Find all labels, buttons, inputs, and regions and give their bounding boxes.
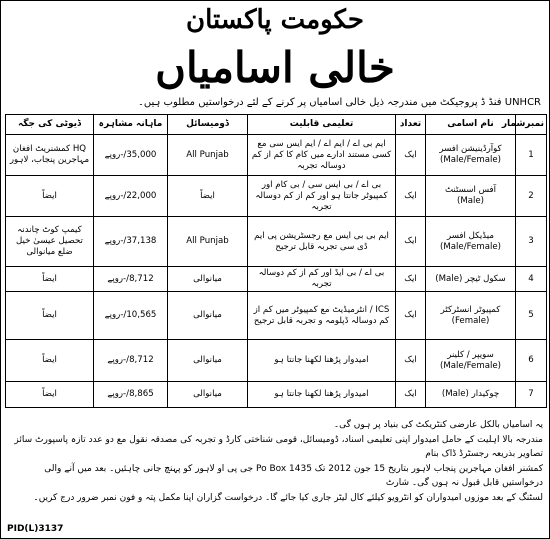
table-row (6, 267, 547, 292)
cell-place: ایضاً (6, 382, 94, 408)
cell-qualification: ایم بی اے / ایم اے / ایم ایس سی مع کسی مستند ادارے میں کام کا کم از کم دوسالہ تجربہ (248, 135, 396, 176)
table-header-row (6, 115, 547, 135)
cell-number: 5 (516, 292, 547, 340)
cell-number: 4 (516, 267, 547, 292)
header-number: نمبرشمار (516, 115, 547, 135)
cell-salary: 8,712/-روپے (94, 267, 168, 292)
cell-salary: 22,000/-روپے (94, 176, 168, 217)
cell-qualification: بی اے / بی ایس سی / بی کام اور کمپیوٹر جانتا ہو اور کم از کم دوسالہ تجربہ (248, 176, 396, 217)
table-row (6, 217, 547, 267)
header-title: نام اسامی (426, 115, 516, 135)
note-line: کمشنر افغان مہاجرین پنجاب لاہور بتاریخ 15 جون 2012 تک Po Box 1435 جی پی او لاہور کو پہنچ جانی چاہئیں۔ بعد میں آنے والی درخواستیں قابل قبول نہ ہوں گی۔ شارٹ (44, 463, 543, 488)
cell-salary: 8,712/-روپے (94, 340, 168, 382)
cell-qualification: ایم بی بی ایس مع رجسٹریشن پی ایم ڈی سی تجربہ قابل ترجیح (248, 217, 396, 267)
cell-domicile: میانوالی (168, 292, 248, 340)
cell-place: کیمپ کوٹ چاندنہ تحصیل عیسیٰ خیل ضلع میانوالی (6, 217, 94, 267)
cell-count: ایک (396, 135, 426, 176)
cell-qualification: ICS / انٹرمیڈیٹ مع کمپیوٹر میں کم از کم دوسالہ ڈپلومہ و تجربہ قابل ترجیح (248, 292, 396, 340)
instructions-text (7, 418, 543, 505)
header-count: تعداد (396, 115, 426, 135)
table-row (6, 382, 547, 408)
pid-code: PID(L)3137 (7, 524, 64, 534)
cell-salary: 37,138/-روپے (94, 217, 168, 267)
cell-qualification: بی اے / بی ایڈ اور کم از کم دوسالہ تجربہ (248, 267, 396, 292)
table-row (6, 340, 547, 382)
cell-domicile: All Punjab (168, 135, 248, 176)
cell-title: میڈیکل افسر (Male/Female) (426, 217, 516, 267)
cell-domicile: میانوالی (168, 340, 248, 382)
government-heading: حکومت پاکستان (186, 5, 364, 35)
cell-number: 1 (516, 135, 547, 176)
cell-salary: 8,865/-روپے (94, 382, 168, 408)
header-qualification: تعلیمی قابلیت (248, 115, 396, 135)
header-place: ڈیوٹی کی جگہ (6, 115, 94, 135)
cell-qualification: امیدوار پڑھنا لکھنا جانتا ہو (248, 340, 396, 382)
cell-domicile: میانوالی (168, 267, 248, 292)
cell-domicile: میانوالی (168, 382, 248, 408)
cell-salary: 35,000/-روپے (94, 135, 168, 176)
cell-count: ایک (396, 340, 426, 382)
intro-text: UNHCR فنڈ ڈ پروجیکٹ میں مندرجہ ذیل خالی اسامیاں پر کرنے کے لئے درخواستیں مطلوب ہیں۔ (138, 97, 541, 108)
cell-place: ایضاً (6, 267, 94, 292)
cell-number: 6 (516, 340, 547, 382)
cell-title: آفس اسسٹنٹ (Male) (426, 176, 516, 217)
cell-number: 3 (516, 217, 547, 267)
table-row (6, 176, 547, 217)
cell-place: ایضاً (6, 292, 94, 340)
cell-qualification: امیدوار پڑھنا لکھنا جانتا ہو (248, 382, 396, 408)
cell-number: 2 (516, 176, 547, 217)
page-title: خالی اسامیاں (155, 43, 395, 92)
cell-salary: 10,565/-روپے (94, 292, 168, 340)
cell-title: کمپیوٹر انسٹرکٹر (Female) (426, 292, 516, 340)
cell-number: 7 (516, 382, 547, 408)
note-line: مندرجہ بالا اہلیت کے حامل امیدوار اپنی تعلیمی اسناد، ڈومیسائل، قومی شناختی کارڈ و تجربہ کی مصدقہ نقول مع دو عدد تازہ پاسپورٹ سائز تصاویر بذریعہ رجسٹرڈ ڈاک بنام (14, 434, 543, 459)
cell-count: ایک (396, 292, 426, 340)
cell-domicile: All Punjab (168, 217, 248, 267)
header-domicile: ڈومیسائل (168, 115, 248, 135)
cell-title: چوکیدار (Male) (426, 382, 516, 408)
vacancy-table (5, 114, 547, 408)
header-salary: ماہانہ مشاہرہ (94, 115, 168, 135)
cell-count: ایک (396, 217, 426, 267)
cell-place: ایضاً (6, 176, 94, 217)
cell-place: HQ کمشنریٹ افغان مہاجرین پنجاب، لاہور (6, 135, 94, 176)
table-row (6, 292, 547, 340)
note-line: لسٹنگ کے بعد موزوں امیدواران کو انٹرویو کیلئے کال لیٹر جاری کیا جائے گا۔ درخواست گزاران اپنا مکمل پتہ و فون نمبر ضرور درج کریں۔ (33, 492, 543, 503)
cell-count: ایک (396, 382, 426, 408)
cell-domicile: ایضاً (168, 176, 248, 217)
cell-title: کوآرڈینیشن افسر (Male/Female) (426, 135, 516, 176)
cell-place: ایضاً (6, 340, 94, 382)
cell-count: ایک (396, 176, 426, 217)
cell-title: سویپر / کلینر (Male/Female) (426, 340, 516, 382)
note-line: یہ اسامیاں بالکل عارضی کنٹریکٹ کی بنیاد پر ہوں گی۔ (333, 420, 543, 430)
cell-title: سکول ٹیچر (Male) (426, 267, 516, 292)
cell-count: ایک (396, 267, 426, 292)
table-row (6, 135, 547, 176)
